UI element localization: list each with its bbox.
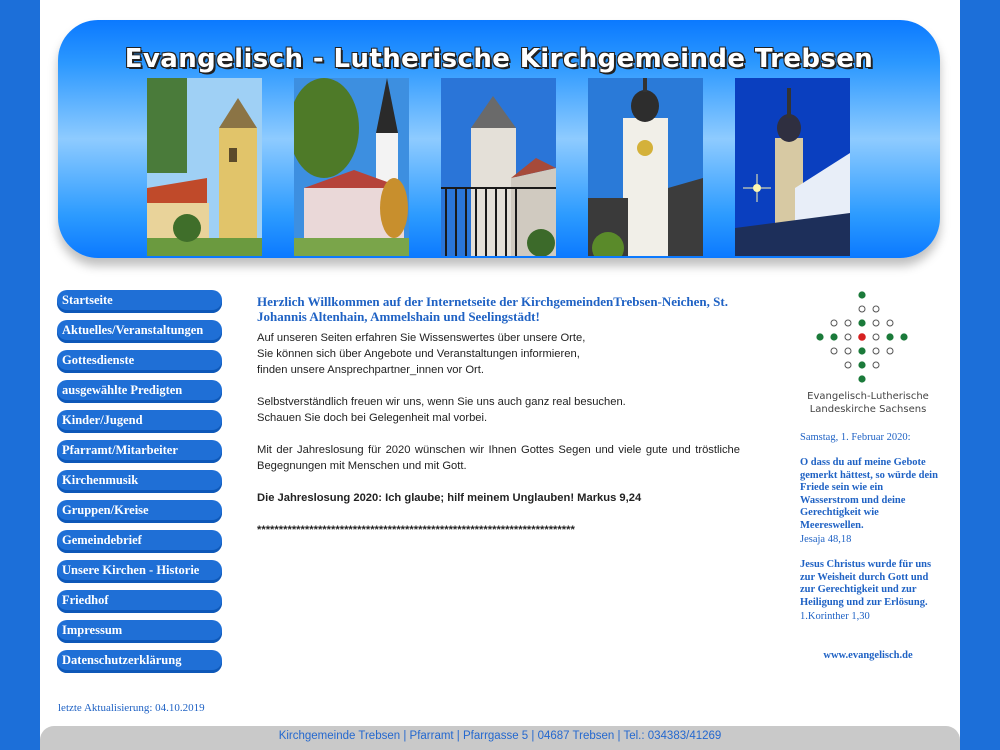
cross-dots-icon [806, 290, 926, 390]
church-photo-1 [147, 78, 262, 256]
page-container [40, 0, 960, 750]
nav-item-gruppen[interactable]: Gruppen/Kreise [57, 500, 222, 523]
landeskirche-logo[interactable] [798, 290, 938, 420]
site-title: Evangelisch - Lutherische Kirchgemeinde Trebsen [124, 44, 874, 74]
main-navigation [57, 290, 222, 680]
church-photo-3 [441, 78, 556, 256]
intro-paragraph [257, 330, 740, 378]
lehrtext-verse: Jesus Christus wurde für uns zur Weisheit durch Gott und zur Gerechtigkeit und zur Heiligung und zur Erlösung. [800, 559, 932, 608]
header-banner [58, 20, 940, 258]
church-photo-4 [588, 78, 703, 256]
church-photo-2 [294, 78, 409, 256]
nav-item-pfarramt[interactable]: Pfarramt/Mitarbeiter [57, 440, 222, 463]
visit-line: Selbstverständlich freuen wir uns, wenn Sie uns auch ganz real besuchen. [257, 396, 626, 408]
visit-line: Schauen Sie doch bei Gelegenheit mal vorbei. [257, 412, 488, 424]
logo-line: Landeskirche Sachsens [809, 404, 927, 415]
nav-item-datenschutz[interactable]: Datenschutzerklärung [57, 650, 222, 673]
last-updated: letzte Aktualisierung: 04.10.2019 [58, 702, 205, 714]
losung-verse: O dass du auf meine Gebote gemerkt hättest, so würde dein Friede sein wie ein Wasserstrom und deine Gerechtigkeit wie Meereswellen. [800, 457, 938, 531]
nav-item-kinder-jugend[interactable]: Kinder/Jugend [57, 410, 222, 433]
main-content [257, 294, 740, 554]
nav-item-impressum[interactable]: Impressum [57, 620, 222, 643]
blessing-paragraph: Mit der Jahreslosung für 2020 wünschen wir Ihnen Gottes Segen und viele gute und tröstliche Begegnungen mit Menschen und mit Gott. [257, 444, 740, 472]
jahreslosung: Die Jahreslosung 2020: Ich glaube; hilf meinem Unglauben! Markus 9,24 [257, 492, 642, 504]
welcome-heading: Herzlich Willkommen auf der Internetseite der KirchgemeindenTrebsen-Neichen, St. Johannis Altenhain, Ammelshain und Seelingstädt! [257, 294, 728, 324]
nav-item-aktuelles[interactable]: Aktuelles/Veranstaltungen [57, 320, 222, 343]
losung-reference: Jesaja 48,18 [800, 534, 852, 545]
lehrtext-reference: 1.Korinther 1,30 [800, 611, 870, 622]
church-photo-5 [735, 78, 850, 256]
right-sidebar [798, 290, 938, 661]
logo-caption [798, 390, 938, 416]
separator-stars: ************************************************************************* [257, 524, 575, 536]
nav-item-friedhof[interactable]: Friedhof [57, 590, 222, 613]
nav-item-gemeindebrief[interactable]: Gemeindebrief [57, 530, 222, 553]
logo-line: Evangelisch-Lutherische [807, 391, 929, 402]
nav-item-kirchenmusik[interactable]: Kirchenmusik [57, 470, 222, 493]
page-footer: Kirchgemeinde Trebsen | Pfarramt | Pfarrgasse 5 | 04687 Trebsen | Tel.: 034383/41269 [40, 726, 960, 750]
nav-item-predigten[interactable]: ausgewählte Predigten [57, 380, 222, 403]
intro-line: finden unsere Ansprechpartner_innen vor Ort. [257, 364, 484, 376]
nav-item-kirchen-historie[interactable]: Unsere Kirchen - Historie [57, 560, 222, 583]
visit-paragraph [257, 394, 740, 426]
intro-line: Auf unseren Seiten erfahren Sie Wissenswertes über unsere Orte, [257, 332, 586, 344]
evangelisch-link[interactable]: www.evangelisch.de [823, 650, 913, 661]
nav-item-startseite[interactable]: Startseite [57, 290, 222, 313]
losung-date: Samstag, 1. Februar 2020: [800, 432, 911, 443]
nav-item-gottesdienste[interactable]: Gottesdienste [57, 350, 222, 373]
intro-line: Sie können sich über Angebote und Veranstaltungen informieren, [257, 348, 580, 360]
